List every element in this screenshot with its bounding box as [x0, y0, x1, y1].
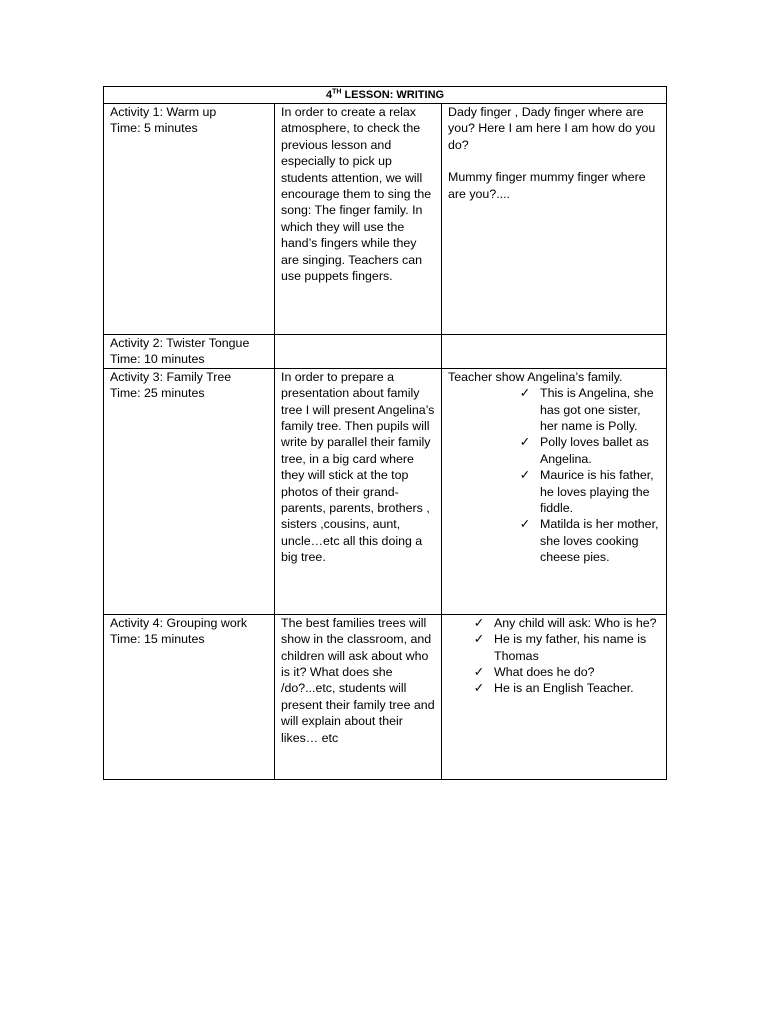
lesson-title — [104, 87, 667, 104]
activity-name: Activity 1: Warm up — [110, 105, 217, 119]
activity-name: Activity 4: Grouping work — [110, 615, 248, 630]
checkmark-icon: ✓ — [519, 435, 531, 450]
activity-time: Time: 5 minutes — [110, 121, 198, 136]
list-item: ✓ Polly loves ballet as Angelina. — [519, 435, 649, 466]
checkmark-icon: ✓ — [519, 468, 531, 483]
example-paragraph: Dady finger , Dady finger where are you? Here I am here I am how do you do? — [448, 105, 656, 152]
checkmark-icon: ✓ — [473, 681, 485, 696]
title-row — [104, 87, 667, 104]
example-cell — [442, 335, 667, 369]
description-cell: In order to create a relax atmosphere, to check the previous lesson and especially to pick up students attention, we will encourage them to sing the song: The finger family. In which they will use the hand’s fingers while they are singing. Teachers can use puppets fingers. — [275, 104, 442, 335]
activity-time: Time: 15 minutes — [110, 632, 205, 647]
example-paragraph: Mummy finger mummy finger where are you?.... — [448, 170, 646, 201]
list-item: ✓ Any child will ask: Who is he? — [473, 615, 657, 630]
title-number: 4 — [325, 89, 333, 101]
checklist — [448, 385, 660, 565]
activity-time: Time: 25 minutes — [110, 386, 205, 401]
activity-time: Time: 10 minutes — [110, 352, 205, 367]
activity-cell — [104, 335, 275, 369]
activity-row-1 — [104, 104, 667, 335]
checkmark-icon: ✓ — [473, 615, 485, 630]
list-item: ✓ What does he do? — [473, 665, 595, 680]
activity-cell — [104, 614, 275, 779]
description-cell — [275, 335, 442, 369]
checkmark-icon: ✓ — [473, 665, 485, 680]
description-cell: In order to prepare a presentation about family tree I will present Angelina’s family tree. Then pupils will write by parallel their family tree, in a big card where they will stick at the top photos of their grand-parents, parents, brothers , sisters ,cousins, aunt, uncle…etc all this doing a big tree. — [275, 368, 442, 614]
example-cell — [442, 368, 667, 614]
activity-name: Activity 3: Family Tree — [110, 369, 232, 384]
list-item: ✓ This is Angelina, she has got one sister, her name is Polly. — [519, 386, 654, 434]
activity-cell — [104, 104, 275, 335]
checkmark-icon: ✓ — [473, 632, 485, 647]
example-cell — [442, 614, 667, 779]
checkmark-icon: ✓ — [519, 386, 531, 401]
title-text: LESSON: WRITING — [341, 89, 445, 101]
title-ordinal-suffix: TH — [332, 88, 342, 96]
example-intro: Teacher show Angelina’s family. — [448, 369, 623, 384]
checkmark-icon: ✓ — [519, 517, 531, 532]
activity-name: Activity 2: Twister Tongue — [110, 336, 250, 350]
example-cell — [442, 104, 667, 335]
activity-row-3 — [104, 368, 667, 614]
activity-cell — [104, 368, 275, 614]
list-item: ✓ He is an English Teacher. — [473, 681, 634, 696]
list-item: ✓ Matilda is her mother, she loves cooking cheese pies. — [519, 517, 659, 565]
checklist — [448, 615, 660, 697]
activity-row-4 — [104, 614, 667, 779]
list-item: ✓ He is my father, his name is Thomas — [473, 632, 647, 663]
list-item: ✓ Maurice is his father, he loves playing the fiddle. — [519, 468, 654, 516]
activity-row-2 — [104, 335, 667, 369]
description-cell: The best families trees will show in the classroom, and children will ask about who is it? What does she /do?...etc, students will present their family tree and will explain about their likes… etc — [275, 614, 442, 779]
lesson-plan-table — [103, 86, 667, 780]
